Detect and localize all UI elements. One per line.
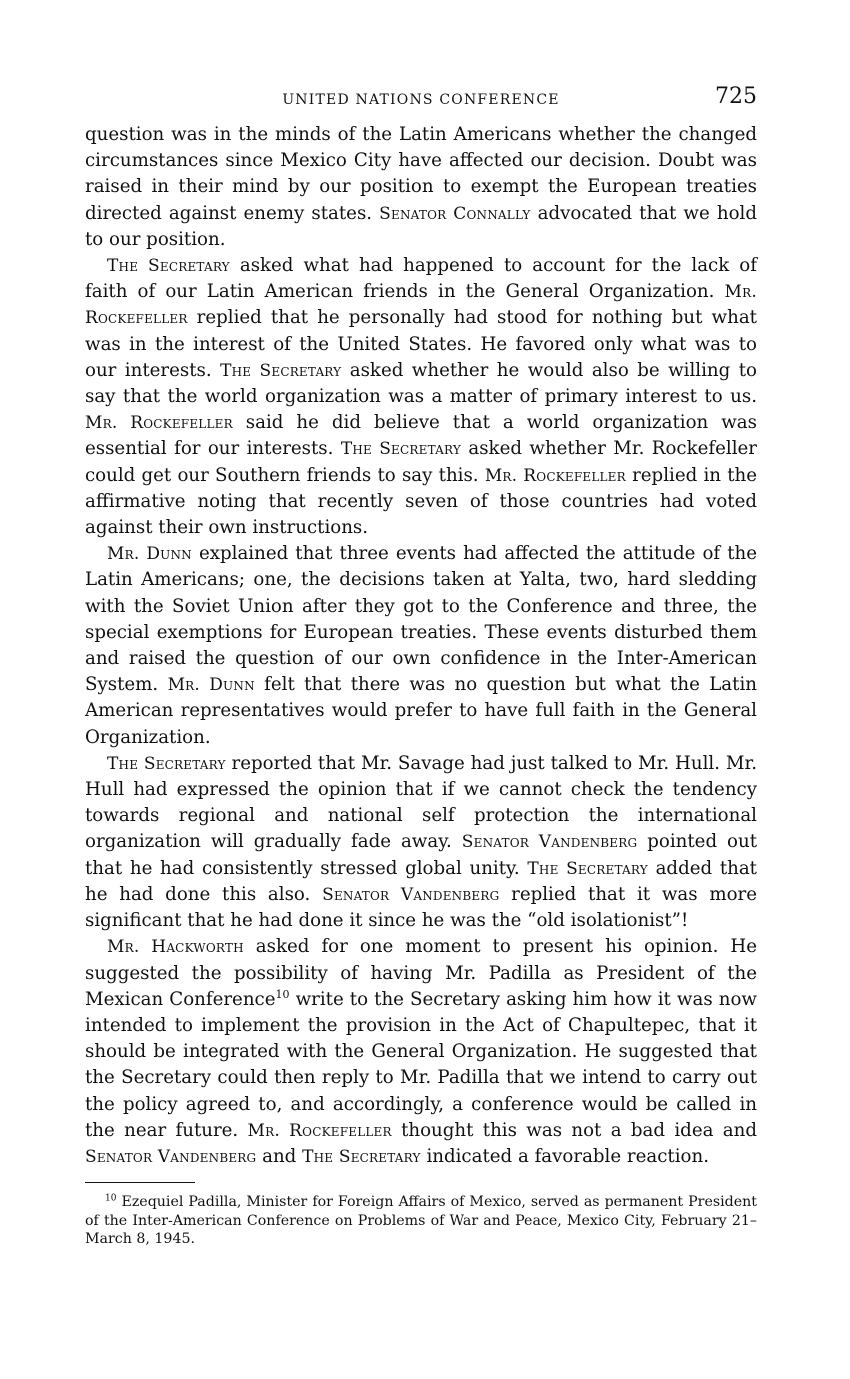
text-run: question was in the minds of the Latin Americans whether the changed circumstances since Mexico City have affected our decision. Doubt was raised in their mind by our position to exempt the European treaties directed against enemy states.: [85, 124, 757, 224]
paragraph-2: [85, 253, 757, 541]
speaker-name: The Secretary: [107, 753, 226, 774]
text-run: added that he had done this also.: [85, 857, 757, 905]
text-run: advocated that we hold to our position.: [85, 202, 757, 250]
paragraph-3: [85, 541, 757, 751]
text-run: asked for one moment to present his opinion. He suggested the possibility of having Mr. Padilla as President of the Mexican Conference: [85, 936, 758, 1010]
footnote-text: Ezequiel Padilla, Minister for Foreign Affairs of Mexico, served as permanent President of the Inter-American Conference on Problems of War and Peace, Mexico City, February 21–March 8, 1945.: [85, 1194, 757, 1247]
speaker-name: Mr. Rockefeller: [85, 413, 233, 434]
speaker-name: Mr. Rockefeller: [247, 1120, 392, 1141]
speaker-name: The Secretary: [107, 256, 230, 277]
running-head: UNITED NATIONS CONFERENCE: [282, 92, 560, 108]
speaker-name: The Secretary: [220, 360, 342, 381]
speaker-name: Senator Vandenberg: [322, 884, 500, 905]
page-header: [85, 82, 757, 122]
footnote-reference: 10: [275, 987, 290, 1001]
text-run: thought this was not a bad idea and: [391, 1119, 757, 1141]
speaker-name: Mr. Dunn: [107, 544, 192, 565]
speaker-name: Mr. Hackworth: [107, 937, 244, 958]
speaker-name: Mr. Rockefeller: [85, 282, 757, 329]
text-run: explained that three events had affected the attitude of the Latin Americans; one, the decisions taken at Yalta, two, hard sledding with the Soviet Union after they got to the Conference and three, the special exemptions for European treaties. These events disturbed them and raised the question of our own confidence in the Inter-American System.: [85, 543, 758, 696]
text-run: asked whether Mr. Rockefeller could get our Southern friends to say this.: [85, 438, 757, 486]
text-run: and: [256, 1145, 303, 1167]
document-page: [85, 82, 757, 1248]
text-run: write to the Secretary asking him how it was now intended to implement the provision in the Act of Chapultepec, that it should be integrated with the General Organization. He suggested that the Secretary could then reply to Mr. Padilla that we intend to carry out the policy agreed to, and accordingly, a conference would be called in the near future.: [85, 988, 757, 1141]
text-run: indicated a favorable reaction.: [420, 1145, 709, 1167]
text-run: asked whether he would also be willing to say that the world organization was a matter of primary interest to us.: [85, 359, 757, 408]
text-run: replied that it was more significant that he had done it since he was the “old isolationist”!: [85, 883, 757, 932]
text-run: felt that there was no question but what the Latin American representatives would prefer to have full faith in the General Organization.: [85, 674, 757, 748]
speaker-name: The Secretary: [527, 858, 648, 879]
footnote: [85, 1193, 757, 1248]
text-run: replied in the affirmative noting that recently seven of those countries had voted against their own instructions.: [85, 464, 757, 539]
speaker-name: Mr. Rockefeller: [484, 465, 626, 486]
text-run: asked what had happened to account for the lack of faith of our Latin American friends in the General Organization.: [85, 255, 757, 303]
text-run: said he did believe that a world organization was essential for our interests.: [85, 412, 757, 460]
footnote-mark: 10: [105, 1193, 117, 1204]
page-number: 725: [715, 84, 757, 109]
speaker-name: The Secretary: [302, 1146, 421, 1167]
paragraph-4: [85, 751, 757, 934]
text-run: replied that he personally had stood for nothing but what was in the interest of the United States. He favored only what was to our interests.: [85, 307, 757, 381]
speaker-name: Senator Connally: [379, 203, 531, 224]
speaker-name: Senator Vandenberg: [461, 832, 638, 853]
speaker-name: The Secretary: [340, 439, 461, 460]
text-run: pointed out that he had consistently stressed global unity.: [85, 831, 758, 879]
paragraph-1: [85, 122, 757, 253]
text-run: reported that Mr. Savage had just talked to Mr. Hull. Mr. Hull had expressed the opinion that if we cannot check the tendency towards regional and national self protection the international organization will gradually fade away.: [85, 752, 757, 853]
body-text: [85, 122, 757, 1170]
paragraph-5: [85, 934, 757, 1170]
footnote-divider: [85, 1182, 195, 1183]
speaker-name: Mr. Dunn: [167, 675, 255, 696]
speaker-name: Senator Vandenberg: [85, 1146, 257, 1167]
